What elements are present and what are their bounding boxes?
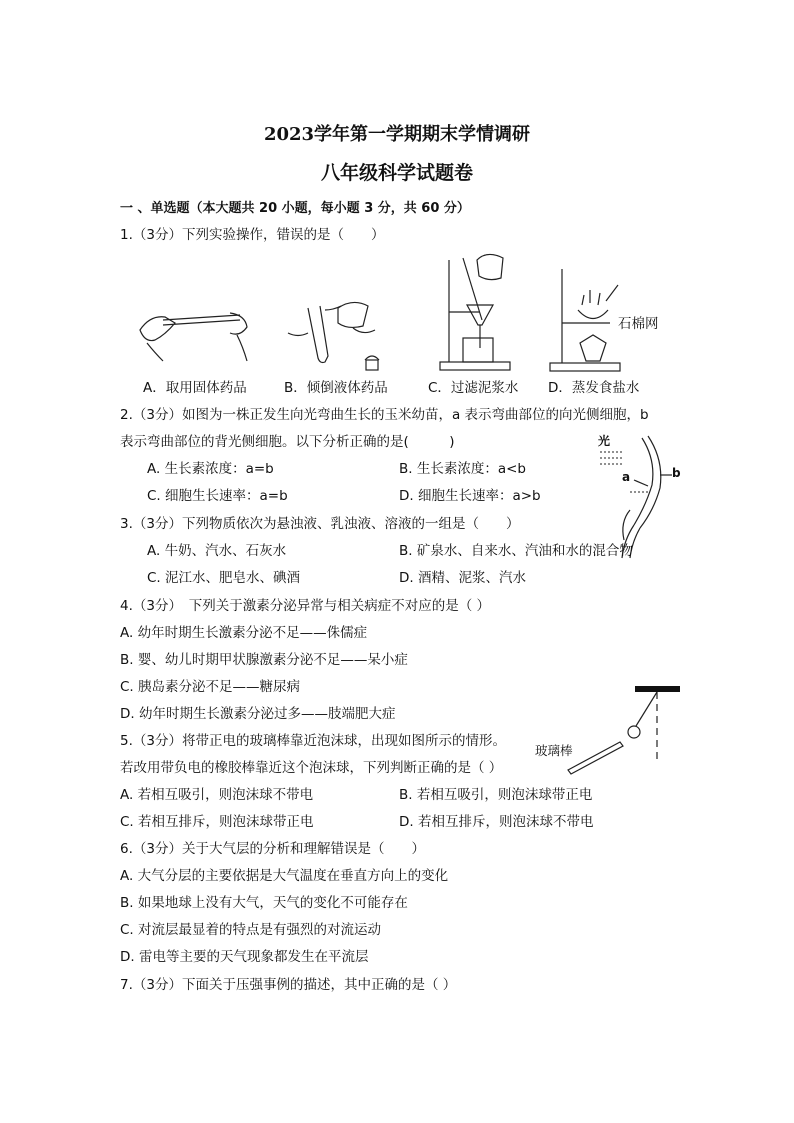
q2-option-c: C. 细胞生长速率：a=b xyxy=(147,488,288,504)
q6-option-a: A. 大气分层的主要依据是大气温度在垂直方向上的变化 xyxy=(120,868,449,884)
question-5-line2: 若改用带负电的橡胶棒靠近这个泡沫球，下列判断正确的是（ ） xyxy=(120,760,503,776)
question-2-line1: 2.（3分）如图为一株正发生向光弯曲生长的玉米幼苗，a 表示弯曲部位的向光侧细胞，b xyxy=(120,407,649,423)
q6-option-c: C. 对流层最显着的特点是有强烈的对流运动 xyxy=(120,922,382,938)
figure-evaporation xyxy=(548,265,628,375)
q5-option-b: B. 若相互吸引，则泡沫球带正电 xyxy=(399,787,593,803)
question-6-stem: 6.（3分）关于大气层的分析和理解错误是（ ） xyxy=(120,841,425,857)
section-heading: 一 、单选题（本大题共 20 小题，每小题 3 分，共 60 分） xyxy=(120,201,470,216)
q1-option-d: D．蒸发食盐水 xyxy=(548,380,640,396)
q5-option-c: C. 若相互排斥，则泡沫球带正电 xyxy=(120,814,314,830)
q1-option-a: A．取用固体药品 xyxy=(143,380,247,396)
q1-option-c: C．过滤泥浆水 xyxy=(428,380,519,396)
q1-option-b: B．倾倒液体药品 xyxy=(284,380,388,396)
q3-option-b: B. 矿泉水、自来水、汽油和水的混合物 xyxy=(399,543,633,559)
q5-option-a: A. 若相互吸引，则泡沫球不带电 xyxy=(120,787,314,803)
question-5-line1: 5.（3分）将带正电的玻璃棒靠近泡沫球，出现如图所示的情形。 xyxy=(120,733,506,749)
figure-filtration xyxy=(435,250,525,375)
q4-option-a: A. 幼年时期生长激素分泌不足——侏儒症 xyxy=(120,625,368,641)
asbestos-net-label: 石棉网 xyxy=(618,316,659,332)
seedling-b-label: b xyxy=(672,466,681,480)
figure-solid-sampling xyxy=(135,295,255,365)
glass-rod-label: 玻璃棒 xyxy=(535,743,573,758)
q3-option-a: A. 牛奶、汽水、石灰水 xyxy=(147,543,287,559)
q2-option-b: B. 生长素浓度：a<b xyxy=(399,461,526,477)
figure-pouring-liquid xyxy=(283,288,383,376)
question-7-stem: 7.（3分）下面关于压强事例的描述，其中正确的是（ ） xyxy=(120,977,457,993)
question-3-stem: 3.（3分）下列物质依次为悬浊液、乳浊液、溶液的一组是（ ） xyxy=(120,516,520,532)
q6-option-d: D. 雷电等主要的天气现象都发生在平流层 xyxy=(120,949,369,965)
q3-option-c: C. 泥江水、肥皂水、碘酒 xyxy=(147,570,301,586)
q3-option-d: D. 酒精、泥浆、汽水 xyxy=(399,570,526,586)
seedling-light-label: 光 xyxy=(598,434,611,448)
question-1-stem: 1.（3分）下列实验操作，错误的是（ ） xyxy=(120,227,385,243)
q4-option-b: B. 婴、幼儿时期甲状腺激素分泌不足——呆小症 xyxy=(120,652,408,668)
q6-option-b: B. 如果地球上没有大气，天气的变化不可能存在 xyxy=(120,895,408,911)
q5-option-d: D. 若相互排斥，则泡沫球不带电 xyxy=(399,814,594,830)
q2-option-d: D. 细胞生长速率：a>b xyxy=(399,488,541,504)
q4-option-c: C. 胰岛素分泌不足——糖尿病 xyxy=(120,679,301,695)
q2-option-a: A. 生长素浓度：a=b xyxy=(147,461,274,477)
question-2-line2: 表示弯曲部位的背光侧细胞。以下分析正确的是( ) xyxy=(120,434,455,450)
seedling-a-label: a xyxy=(622,470,631,484)
q4-option-d: D. 幼年时期生长激素分泌过多——肢端肥大症 xyxy=(120,706,396,722)
exam-title: 2023学年第一学期期末学情调研 xyxy=(263,124,531,145)
exam-subtitle: 八年级科学试题卷 xyxy=(320,162,473,184)
figure-glass-rod-ball xyxy=(560,682,685,774)
question-4-stem: 4.（3分） 下列关于激素分泌异常与相关病症不对应的是（ ） xyxy=(120,598,491,614)
